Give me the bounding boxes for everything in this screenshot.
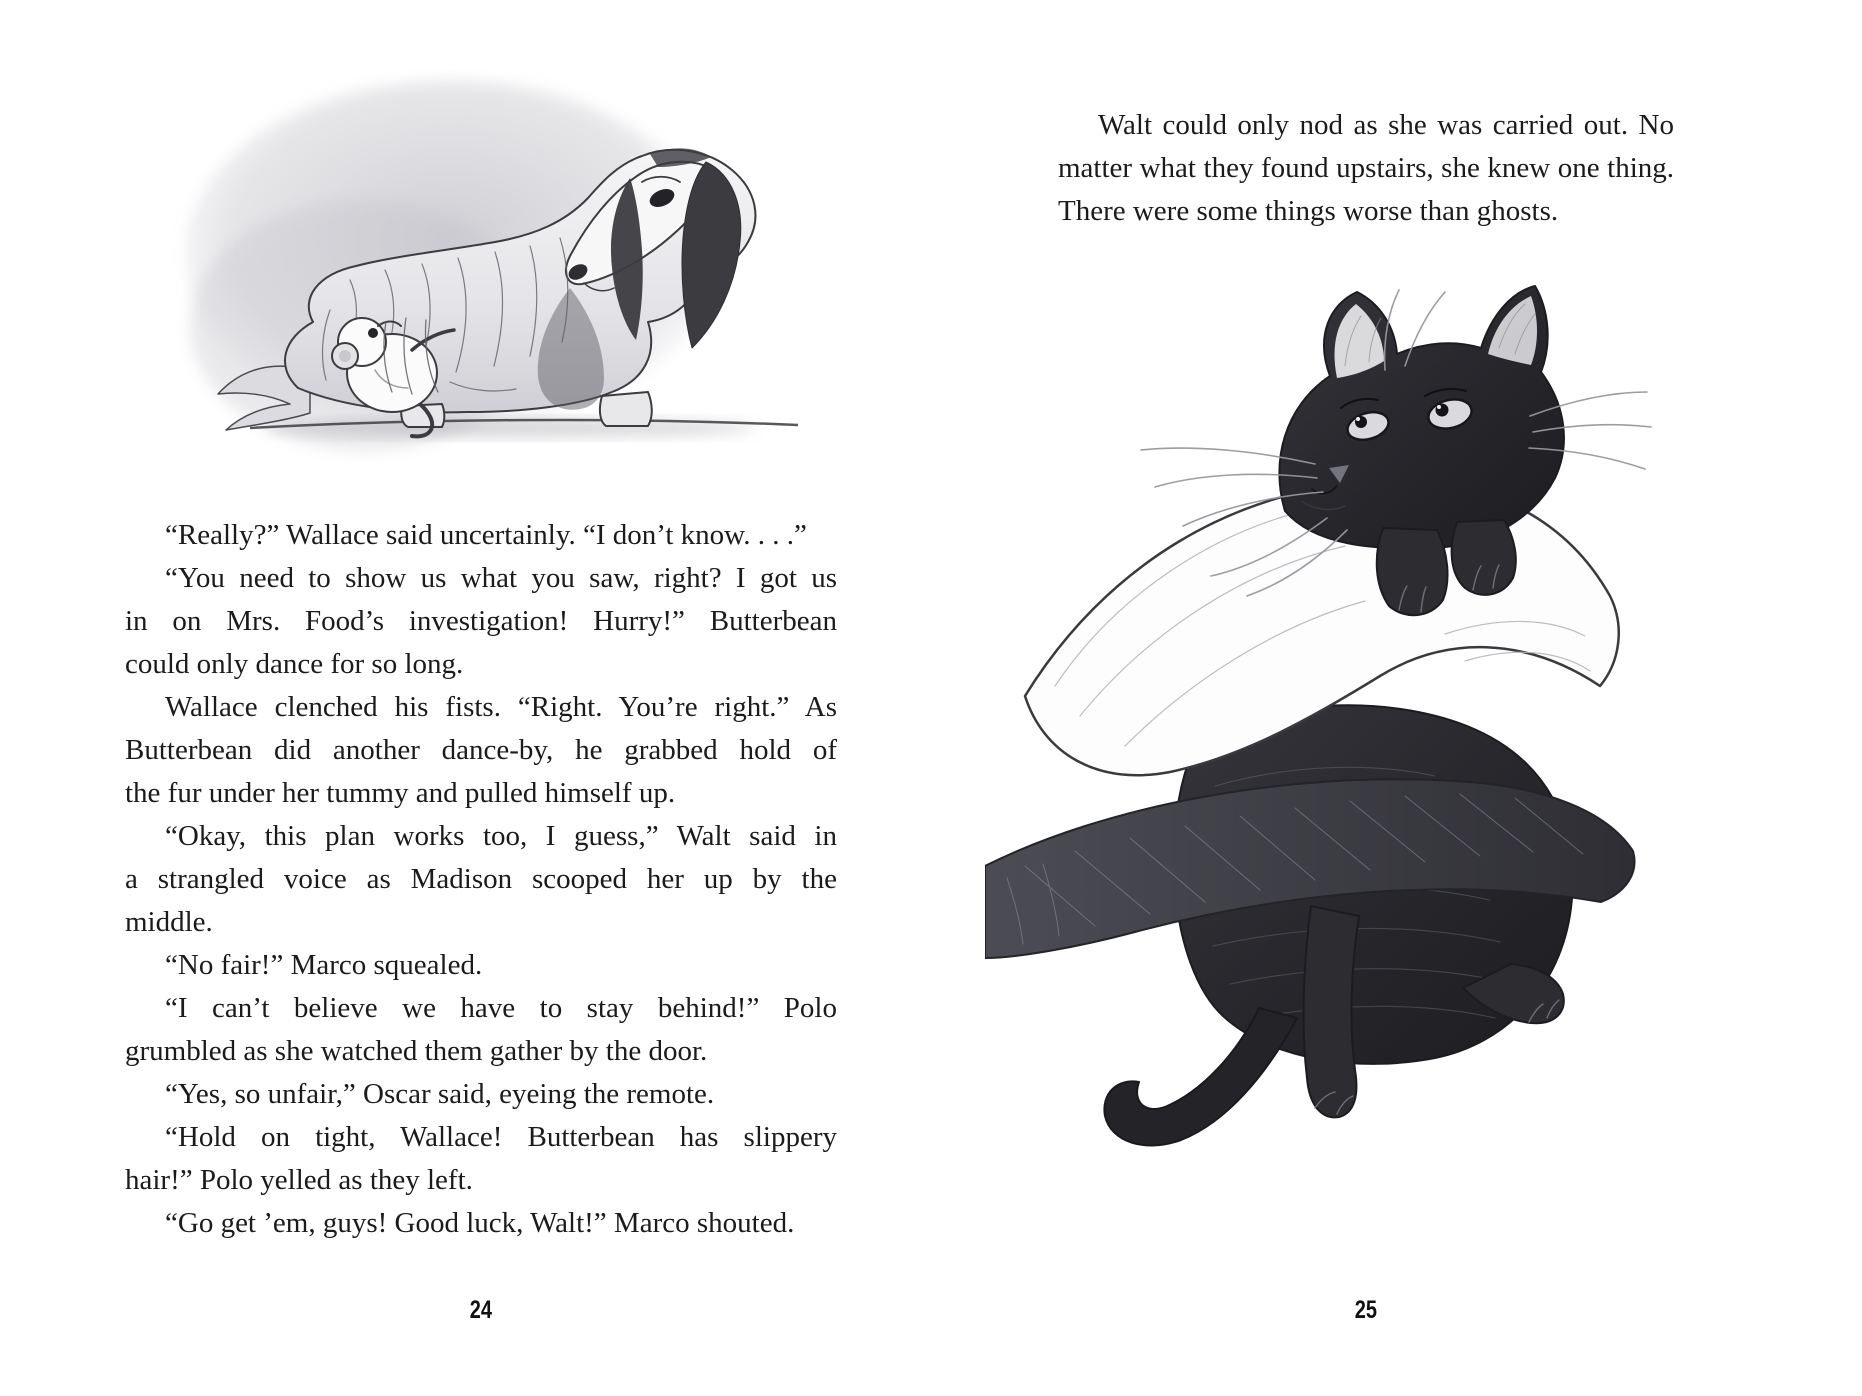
- dog-illustration: [150, 70, 810, 464]
- cat-front-leg: [1304, 906, 1359, 1117]
- text-line: “Hold on tight, Wallace! Butterbean has slippery: [165, 1121, 837, 1153]
- text-line: middle.: [125, 906, 213, 938]
- text-line: Butterbean did another dance-by, he grabbed hold of: [125, 734, 837, 766]
- text-line: the fur under her tummy and pulled himself up.: [125, 777, 676, 809]
- right-page-text: [1058, 104, 1674, 233]
- left-page-text: [125, 514, 837, 1245]
- text-line: Wallace clenched his fists. “Right. You’re right.” As: [165, 691, 837, 723]
- text-line: in on Mrs. Food’s investigation! Hurry!” Butterbean: [125, 605, 837, 637]
- cat-illustration-svg: [985, 266, 1665, 1178]
- text-line: hair!” Polo yelled as they left.: [125, 1164, 473, 1196]
- left-page-number: 24: [469, 1296, 493, 1324]
- text-line: Walt could only nod as she was carried out. No: [1098, 109, 1674, 141]
- text-line: “You need to show us what you saw, right? I got us: [165, 562, 837, 594]
- text-line: “Okay, this plan works too, I guess,” Walt said in: [165, 820, 837, 852]
- text-line: “I can’t believe we have to stay behind!” Polo: [165, 992, 837, 1024]
- text-line: “Really?” Wallace said uncertainly. “I don’t know. . . .”: [165, 519, 807, 551]
- text-line: “Go get ’em, guys! Good luck, Walt!” Marco shouted.: [165, 1207, 795, 1239]
- dog-illustration-svg: [150, 70, 810, 464]
- right-page-number: 25: [1354, 1296, 1378, 1324]
- text-line: a strangled voice as Madison scooped her up by the: [125, 863, 837, 895]
- rat-eye: [368, 328, 378, 338]
- text-line: There were some things worse than ghosts.: [1058, 195, 1559, 227]
- cat-illustration: [985, 266, 1665, 1178]
- text-line: “Yes, so unfair,” Oscar said, eyeing the remote.: [165, 1078, 715, 1110]
- text-line: could only dance for so long.: [125, 648, 464, 680]
- cat-tail: [1104, 1008, 1297, 1145]
- text-line: “No fair!” Marco squealed.: [165, 949, 483, 981]
- text-line: matter what they found upstairs, she knew one thing.: [1058, 152, 1674, 184]
- text-line: grumbled as she watched them gather by the door.: [125, 1035, 708, 1067]
